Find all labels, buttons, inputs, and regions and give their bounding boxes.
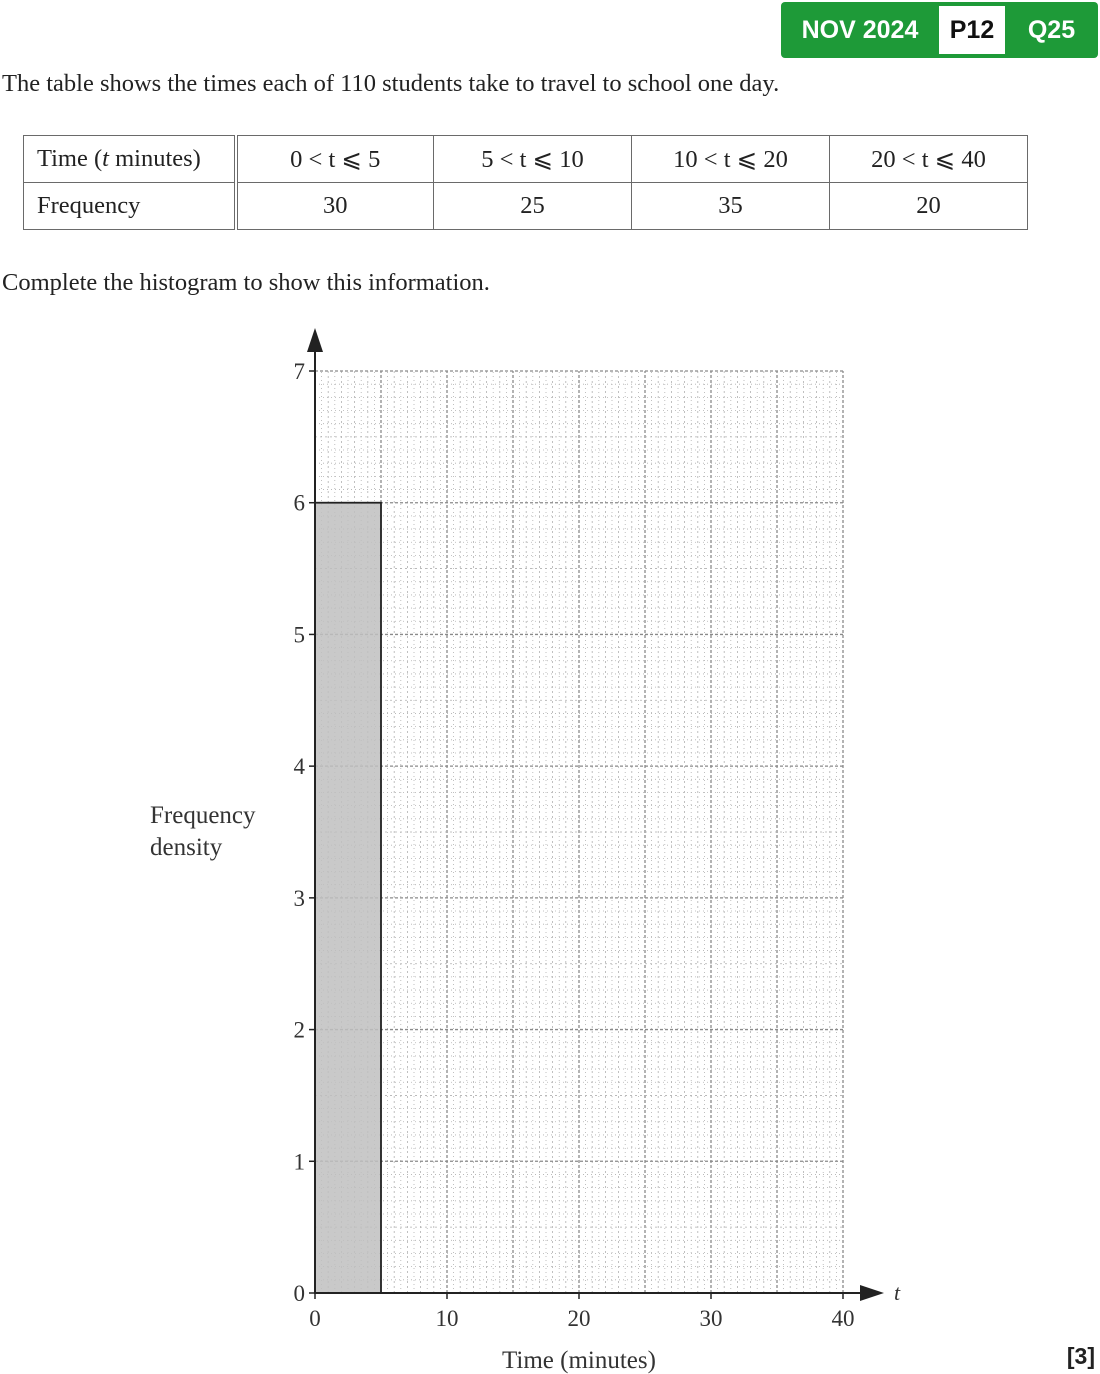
question-number-label: Q25	[1027, 16, 1076, 44]
table-cell: 0 < t ⩽ 5	[236, 136, 434, 183]
y-tick-label: 0	[293, 1281, 305, 1306]
x-axis-arrow	[860, 1285, 884, 1301]
y-tick-label: 2	[293, 1017, 305, 1043]
x-tick-label: 30	[699, 1306, 723, 1331]
marks-label: [3]	[1066, 1343, 1095, 1369]
table-cell: 5 < t ⩽ 10	[434, 136, 632, 183]
grid	[315, 371, 843, 1293]
axes	[294, 328, 885, 1331]
frequency-row-header: Frequency	[24, 183, 236, 230]
bars	[315, 503, 381, 1293]
table-cell: 20 < t ⩽ 40	[830, 136, 1028, 183]
table-cell: 10 < t ⩽ 20	[632, 136, 830, 183]
x-tick-label: 40	[831, 1306, 855, 1331]
y-tick-label: 5	[293, 622, 305, 648]
table-cell: 35	[632, 183, 830, 230]
paper-label: P12	[939, 6, 1005, 54]
table-cell: 30	[236, 183, 434, 230]
y-tick-label: 3	[293, 885, 305, 911]
question-intro: The table shows the times each of 110 students take to travel to school one day.	[2, 70, 780, 97]
table-cell: 25	[434, 183, 632, 230]
x-tick-label: 10	[435, 1306, 459, 1331]
x-axis-symbol: t	[894, 1280, 901, 1305]
question-instruction: Complete the histogram to show this information.	[2, 269, 490, 296]
y-tick-label: 4	[293, 754, 305, 780]
y-tick-label: 1	[293, 1149, 305, 1175]
y-axis-label: density	[150, 834, 223, 861]
y-tick-label: 7	[293, 359, 305, 384]
exam-date-label: NOV 2024	[801, 16, 919, 44]
histogram-bar	[315, 503, 381, 1293]
table-cell: 20	[830, 183, 1028, 230]
time-row-header: Time (t minutes)	[24, 136, 236, 183]
x-tick-label: 20	[567, 1306, 591, 1331]
x-tick-label: 0	[309, 1306, 321, 1331]
y-axis-arrow	[307, 328, 323, 352]
y-tick-label: 6	[293, 490, 305, 516]
variable-symbol: t	[102, 145, 109, 172]
x-axis-label: Time (minutes)	[502, 1347, 656, 1374]
y-axis-label: Frequency	[150, 802, 256, 829]
